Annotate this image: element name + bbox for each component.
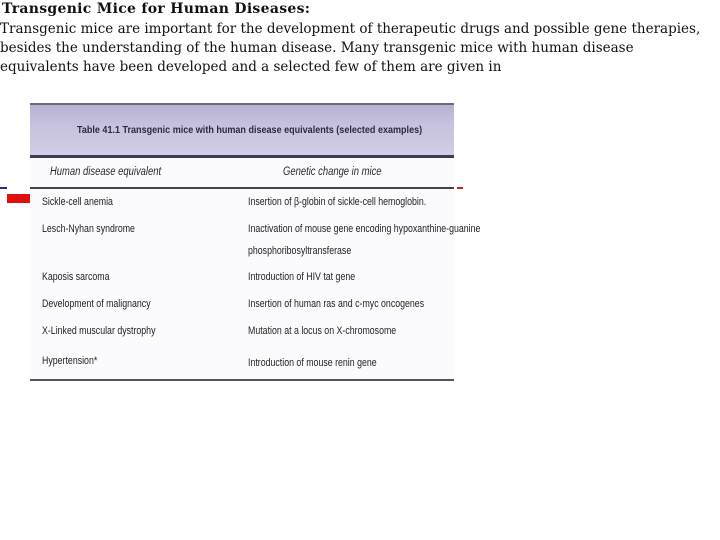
margin-tick-right xyxy=(457,187,463,189)
table-cell-change: Insertion of β-globin of sickle-cell hemoglobin. xyxy=(248,196,427,208)
margin-tick-left xyxy=(0,187,7,189)
intro-paragraph: Transgenic mice are important for the development of therapeutic drugs and possible gene therapies, besides the understanding of the human disease. Many transgenic mice with human disease equivalents have been developed and a selected few of them are given in xyxy=(0,21,701,75)
section-heading: Transgenic Mice for Human Diseases: xyxy=(2,1,311,17)
column-header-genetic-change: Genetic change in mice xyxy=(283,166,382,178)
table-title-bar xyxy=(30,105,454,158)
table-cell-disease: Lesch-Nyhan syndrome xyxy=(42,223,135,235)
table-cell-change: Mutation at a locus on X-chromosome xyxy=(248,325,397,337)
table-bottom-rule xyxy=(30,379,454,381)
red-marker xyxy=(7,194,31,203)
table-title: Table 41.1 Transgenic mice with human disease equivalents (selected examples) xyxy=(77,124,423,136)
table-cell-disease: Hypertension* xyxy=(42,355,98,367)
table-cell-change: Inactivation of mouse gene encoding hypoxanthine-guanine xyxy=(248,223,481,235)
table-figure xyxy=(30,103,481,381)
table-cell-disease: Development of malignancy xyxy=(42,298,151,310)
table-cell-disease: Kaposis sarcoma xyxy=(42,271,110,283)
table-cell-change: Introduction of HIV tat gene xyxy=(248,271,356,283)
table-cell-change: Introduction of mouse renin gene xyxy=(248,357,377,369)
header-divider xyxy=(30,187,454,189)
column-header-disease: Human disease equivalent xyxy=(50,166,162,178)
table-cell-change: Insertion of human ras and c-myc oncogenes xyxy=(248,298,425,310)
table-cell-disease: X-Linked muscular dystrophy xyxy=(42,325,156,337)
table-cell-change: phosphoribosyltransferase xyxy=(248,245,352,257)
table-cell-disease: Sickle-cell anemia xyxy=(42,196,113,208)
